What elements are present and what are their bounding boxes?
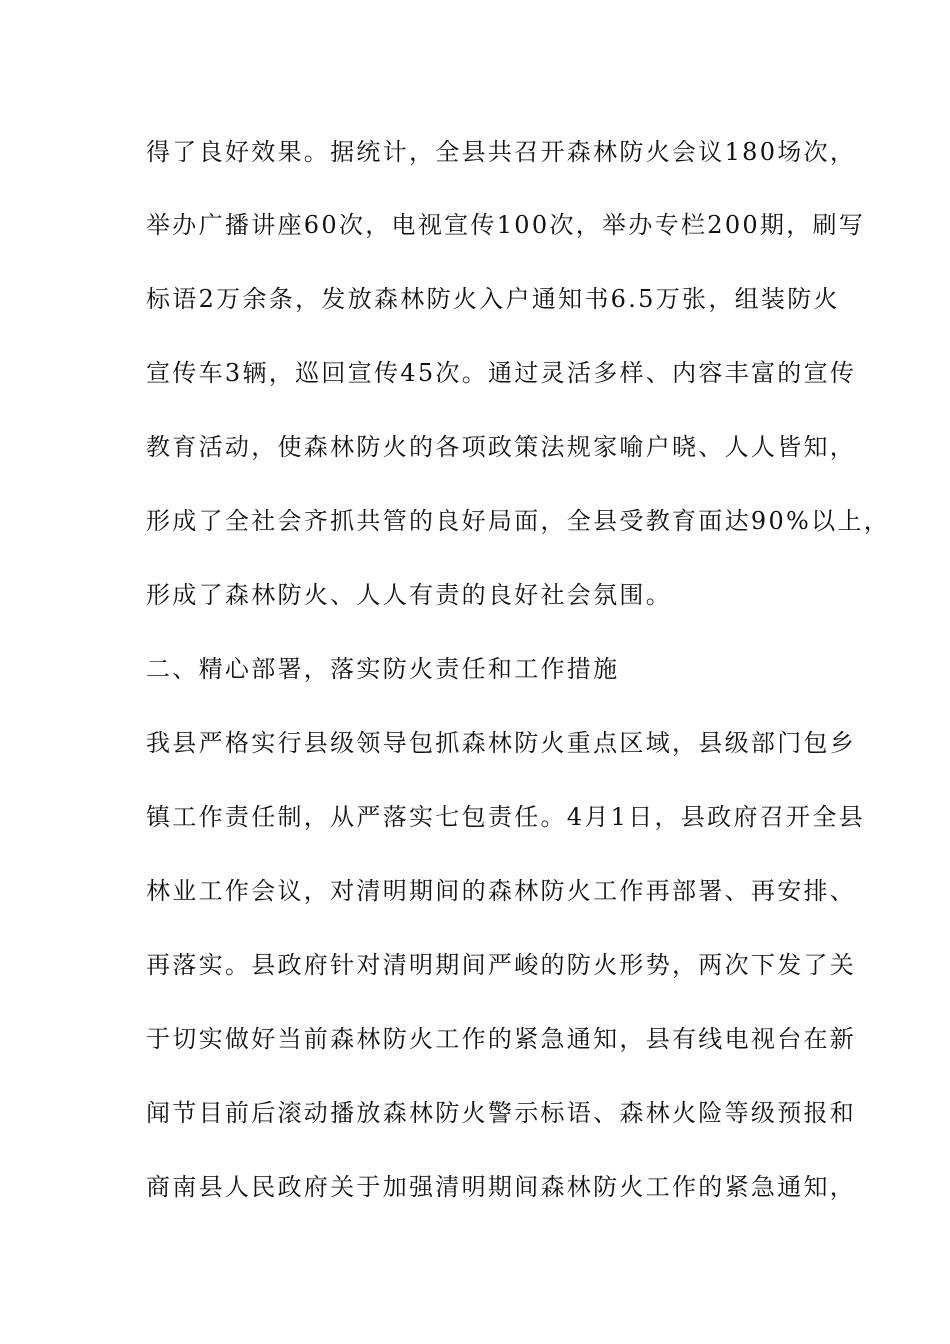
section-heading: 二、精心部署，落实防火责任和工作措施 [146,655,620,683]
text-line-5: 教育活动，使森林防火的各项政策法规家喻户晓、人人皆知， [146,433,857,461]
text-line-13: 于切实做好当前森林防火工作的紧急通知，县有线电视台在新 [146,1025,857,1053]
text-line-9: 我县严格实行县级领导包抓森林防火重点区域，县级部门包乡 [146,729,857,757]
text-line-4: 宣传车3辆，巡回宣传45次。通过灵活多样、内容丰富的宣传 [146,359,857,387]
text-line-10: 镇工作责任制，从严落实七包责任。4月1日，县政府召开全县 [146,803,865,831]
text-line-7: 形成了森林防火、人人有责的良好社会氛围。 [146,581,672,609]
text-line-12: 再落实。县政府针对清明期间严峻的防火形势，两次下发了关 [146,951,857,979]
text-line-2: 举办广播讲座60次，电视宣传100次，举办专栏200期，刷写 [146,211,866,239]
text-line-11: 林业工作会议，对清明期间的森林防火工作再部署、再安排、 [146,877,857,905]
text-line-15: 商南县人民政府关于加强清明期间森林防火工作的紧急通知， [146,1173,857,1201]
text-line-1: 得了良好效果。据统计，全县共召开森林防火会议180场次， [146,138,857,166]
text-line-14: 闻节目前后滚动播放森林防火警示标语、森林火险等级预报和 [146,1099,857,1127]
text-line-6: 形成了全社会齐抓共管的良好局面，全县受教育面达90%以上， [146,507,891,535]
text-line-3: 标语2万余条，发放森林防火入户通知书6.5万张，组装防火 [146,285,840,313]
